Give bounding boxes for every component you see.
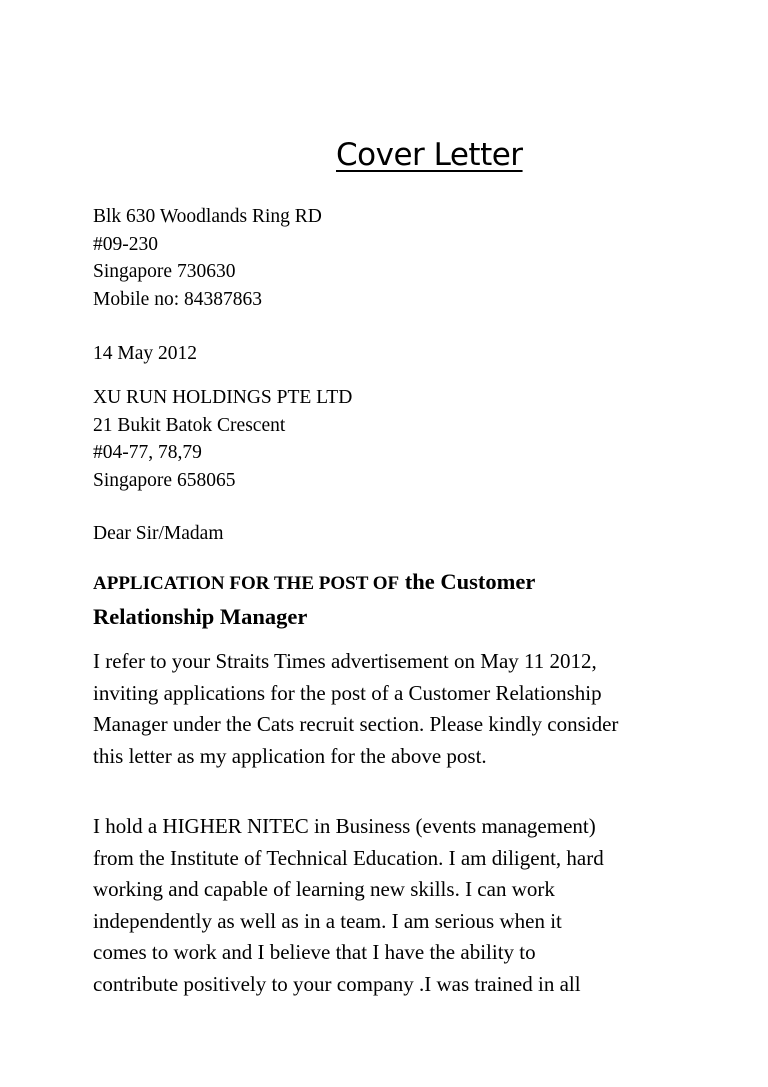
paragraph-line: working and capable of learning new skills. I can work <box>93 877 555 901</box>
document-title: Cover Letter <box>336 137 523 173</box>
letter-date-block <box>93 340 197 368</box>
paragraph-line: independently as well as in a team. I am serious when it <box>93 908 562 933</box>
sender-address-line: Blk 630 Woodlands Ring RD <box>93 206 322 227</box>
sender-mobile-line: Mobile no: 84387863 <box>93 288 262 310</box>
subject-caps: APPLICATION FOR THE POST OF <box>93 573 400 594</box>
recipient-address <box>93 384 352 494</box>
paragraph-line: Manager under the Cats recruit section. Please kindly consider <box>93 712 619 736</box>
sender-address-line: #09-230 <box>93 233 158 255</box>
paragraph-line: this letter as my application for the above post. <box>93 743 487 768</box>
subject-line-2: Relationship Manager <box>93 604 308 629</box>
paragraph-line: comes to work and I believe that I have the ability to <box>93 940 536 964</box>
paragraph-line: I refer to your Straits Times advertisement on May 11 2012, <box>93 649 597 673</box>
sender-address <box>93 203 322 313</box>
paragraph-line: I hold a HIGHER NITEC in Business (events management) <box>93 814 596 838</box>
salutation-block <box>93 520 224 548</box>
subject-rest: the Customer <box>399 569 536 594</box>
subject-line-1 <box>93 566 535 601</box>
recipient-address-line: Singapore 658065 <box>93 469 236 491</box>
paragraph-line: inviting applications for the post of a Customer Relationship <box>93 680 602 705</box>
paragraph-2 <box>93 811 604 1000</box>
recipient-company: XU RUN HOLDINGS PTE LTD <box>93 387 353 408</box>
recipient-address-line: 21 Bukit Batok Crescent <box>93 414 286 436</box>
letter-date: 14 May 2012 <box>93 343 197 364</box>
salutation: Dear Sir/Madam <box>93 523 224 544</box>
paragraph-1 <box>93 646 618 772</box>
recipient-address-line: #04-77, 78,79 <box>93 442 202 463</box>
paragraph-line: contribute positively to your company .I was trained in all <box>93 971 581 996</box>
subject-heading <box>93 566 535 633</box>
paragraph-line: from the Institute of Technical Education. I am diligent, hard <box>93 845 604 870</box>
sender-address-line: Singapore 730630 <box>93 261 236 282</box>
